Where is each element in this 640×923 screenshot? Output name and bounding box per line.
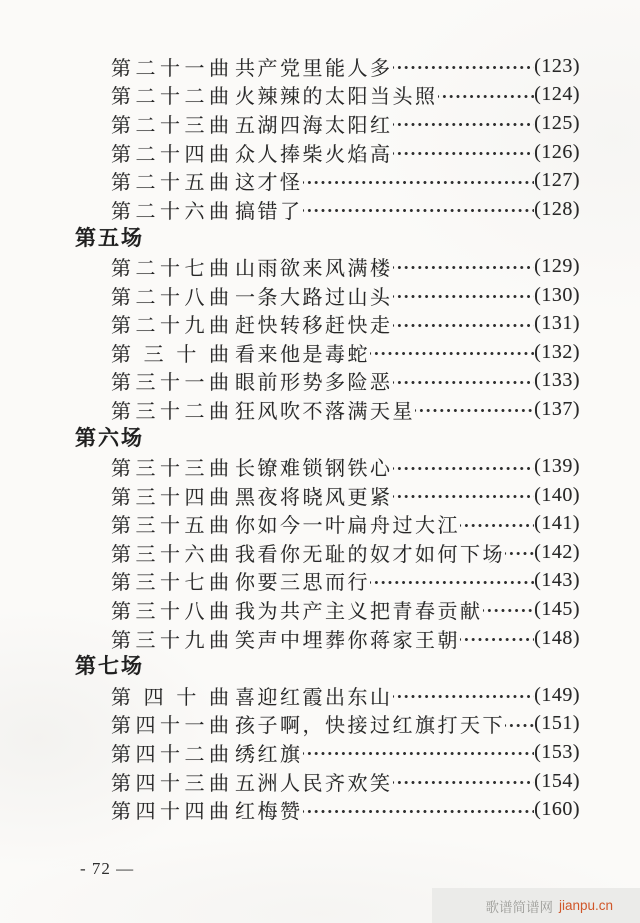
dot-leader <box>393 138 535 167</box>
toc-row <box>111 452 580 481</box>
dot-leader <box>393 767 535 796</box>
song-title: 黑夜将晓风更紧 <box>235 486 393 509</box>
song-number: 第二十九曲 <box>111 315 229 338</box>
toc-row <box>111 367 580 396</box>
song-number: 第三十二曲 <box>111 400 229 423</box>
song-title: 绣红旗 <box>235 744 303 767</box>
dot-leader <box>393 309 535 338</box>
song-number: 第三十三曲 <box>111 458 229 481</box>
song-number: 第三十四曲 <box>111 486 229 509</box>
scene-heading <box>75 424 580 453</box>
song-page-number: (127) <box>534 169 580 192</box>
song-page-number: (151) <box>534 712 580 735</box>
dot-leader <box>370 338 534 367</box>
song-title: 这才怪 <box>235 172 303 195</box>
song-page-number: (130) <box>534 283 580 306</box>
toc-row <box>111 510 580 539</box>
song-page-number: (154) <box>534 769 580 792</box>
song-title: 你如今一叶扁舟过大江 <box>235 515 460 538</box>
dot-leader <box>370 567 534 596</box>
song-title: 众人捧柴火焰高 <box>235 143 393 166</box>
dot-leader <box>303 738 535 767</box>
toc-row <box>111 281 580 310</box>
song-page-number: (131) <box>534 312 580 335</box>
song-title: 孩子啊，快接过红旗打天下 <box>235 715 505 738</box>
song-page-number: (126) <box>534 140 580 163</box>
song-number: 第三十五曲 <box>111 515 229 538</box>
toc-row <box>111 767 580 796</box>
song-number: 第二十七曲 <box>111 257 229 280</box>
toc-row <box>111 681 580 710</box>
dot-leader <box>393 681 535 710</box>
toc-row <box>111 738 580 767</box>
song-number: 第三十九曲 <box>111 629 229 652</box>
song-page-number: (141) <box>534 512 580 535</box>
dot-leader <box>460 510 534 539</box>
song-title: 狂风吹不落满天星 <box>235 400 415 423</box>
song-page-number: (143) <box>534 569 580 592</box>
song-page-number: (129) <box>534 254 580 277</box>
toc-row <box>111 795 580 824</box>
dot-leader <box>303 195 535 224</box>
toc-row <box>111 624 580 653</box>
song-title: 笑声中埋葬你蒋家王朝 <box>235 629 460 652</box>
toc-row <box>111 138 580 167</box>
song-number: 第三十六曲 <box>111 543 229 566</box>
scene-heading <box>75 224 580 253</box>
song-title: 红梅赞 <box>235 801 303 824</box>
song-number: 第二十三曲 <box>111 114 229 137</box>
song-title: 你要三思而行 <box>235 572 370 595</box>
song-number: 第二十五曲 <box>111 172 229 195</box>
song-page-number: (140) <box>534 483 580 506</box>
song-number: 第二十八曲 <box>111 286 229 309</box>
song-title: 五洲人民齐欢笑 <box>235 772 393 795</box>
song-number: 第三十八曲 <box>111 601 229 624</box>
song-page-number: (145) <box>534 598 580 621</box>
dot-leader <box>303 166 535 195</box>
dot-leader <box>303 795 535 824</box>
song-page-number: (153) <box>534 741 580 764</box>
scene-heading-label: 第五场 <box>75 225 144 250</box>
song-number: 第三十七曲 <box>111 572 229 595</box>
dot-leader <box>393 481 535 510</box>
dot-leader <box>393 452 535 481</box>
song-number: 第二十六曲 <box>111 200 229 223</box>
dot-leader <box>393 367 535 396</box>
dot-leader <box>460 624 534 653</box>
toc-row <box>111 81 580 110</box>
song-title: 一条大路过山头 <box>235 286 393 309</box>
song-page-number: (149) <box>534 683 580 706</box>
song-page-number: (124) <box>534 83 580 106</box>
song-number: 第四十二曲 <box>111 744 229 767</box>
song-number: 第二十二曲 <box>111 86 229 109</box>
song-page-number: (148) <box>534 626 580 649</box>
song-number: 第四十四曲 <box>111 801 229 824</box>
song-title: 赶快转移赶快走 <box>235 315 393 338</box>
song-page-number: (123) <box>534 54 580 77</box>
song-number: 第四十三曲 <box>111 772 229 795</box>
scene-heading-label: 第六场 <box>75 425 144 450</box>
song-title: 火辣辣的太阳当头照 <box>235 86 438 109</box>
song-title: 搞错了 <box>235 200 303 223</box>
song-title: 我为共产主义把青春贡献 <box>235 601 483 624</box>
song-page-number: (160) <box>534 798 580 821</box>
song-title: 喜迎红霞出东山 <box>235 686 393 709</box>
toc-row <box>111 252 580 281</box>
song-page-number: (137) <box>534 397 580 420</box>
song-page-number: (125) <box>534 111 580 134</box>
song-title: 五湖四海太阳红 <box>235 114 393 137</box>
song-number: 第二十四曲 <box>111 143 229 166</box>
song-number: 第二十一曲 <box>111 57 229 80</box>
toc-row <box>111 567 580 596</box>
dot-leader <box>415 395 534 424</box>
toc-row <box>111 338 580 367</box>
dot-leader <box>393 109 535 138</box>
toc-row <box>111 166 580 195</box>
song-title: 长镣难锁钢铁心 <box>235 458 393 481</box>
toc-row <box>111 710 580 739</box>
dot-leader <box>438 81 535 110</box>
toc-row <box>111 538 580 567</box>
song-page-number: (133) <box>534 369 580 392</box>
watermark-domain: jianpu.cn <box>558 898 613 913</box>
toc-list <box>75 52 580 824</box>
song-number: 第四十一曲 <box>111 715 229 738</box>
dot-leader <box>393 281 535 310</box>
toc-row <box>111 395 580 424</box>
song-title: 山雨欲来风满楼 <box>235 257 393 280</box>
song-number: 第四十曲 <box>111 686 229 709</box>
watermark <box>432 888 640 923</box>
dot-leader <box>483 595 535 624</box>
song-number: 第三十曲 <box>111 343 229 366</box>
song-page-number: (128) <box>534 197 580 220</box>
dot-leader <box>505 538 534 567</box>
toc-row <box>111 52 580 81</box>
dot-leader <box>393 52 535 81</box>
toc-row <box>111 595 580 624</box>
dot-leader <box>393 252 535 281</box>
toc-row <box>111 309 580 338</box>
song-title: 看来他是毒蛇 <box>235 343 370 366</box>
dot-leader <box>505 710 534 739</box>
toc-row <box>111 195 580 224</box>
song-title: 眼前形势多险恶 <box>235 372 393 395</box>
scene-heading <box>75 652 580 681</box>
toc-row <box>111 481 580 510</box>
scene-heading-label: 第七场 <box>75 654 144 679</box>
song-page-number: (132) <box>534 340 580 363</box>
song-page-number: (139) <box>534 455 580 478</box>
page-number: - 72 — <box>80 859 135 878</box>
song-title: 共产党里能人多 <box>235 57 393 80</box>
song-page-number: (142) <box>534 540 580 563</box>
watermark-site-name: 歌谱简谱网 <box>485 899 553 915</box>
song-number: 第三十一曲 <box>111 372 229 395</box>
toc-row <box>111 109 580 138</box>
song-title: 我看你无耻的奴才如何下场 <box>235 543 505 566</box>
